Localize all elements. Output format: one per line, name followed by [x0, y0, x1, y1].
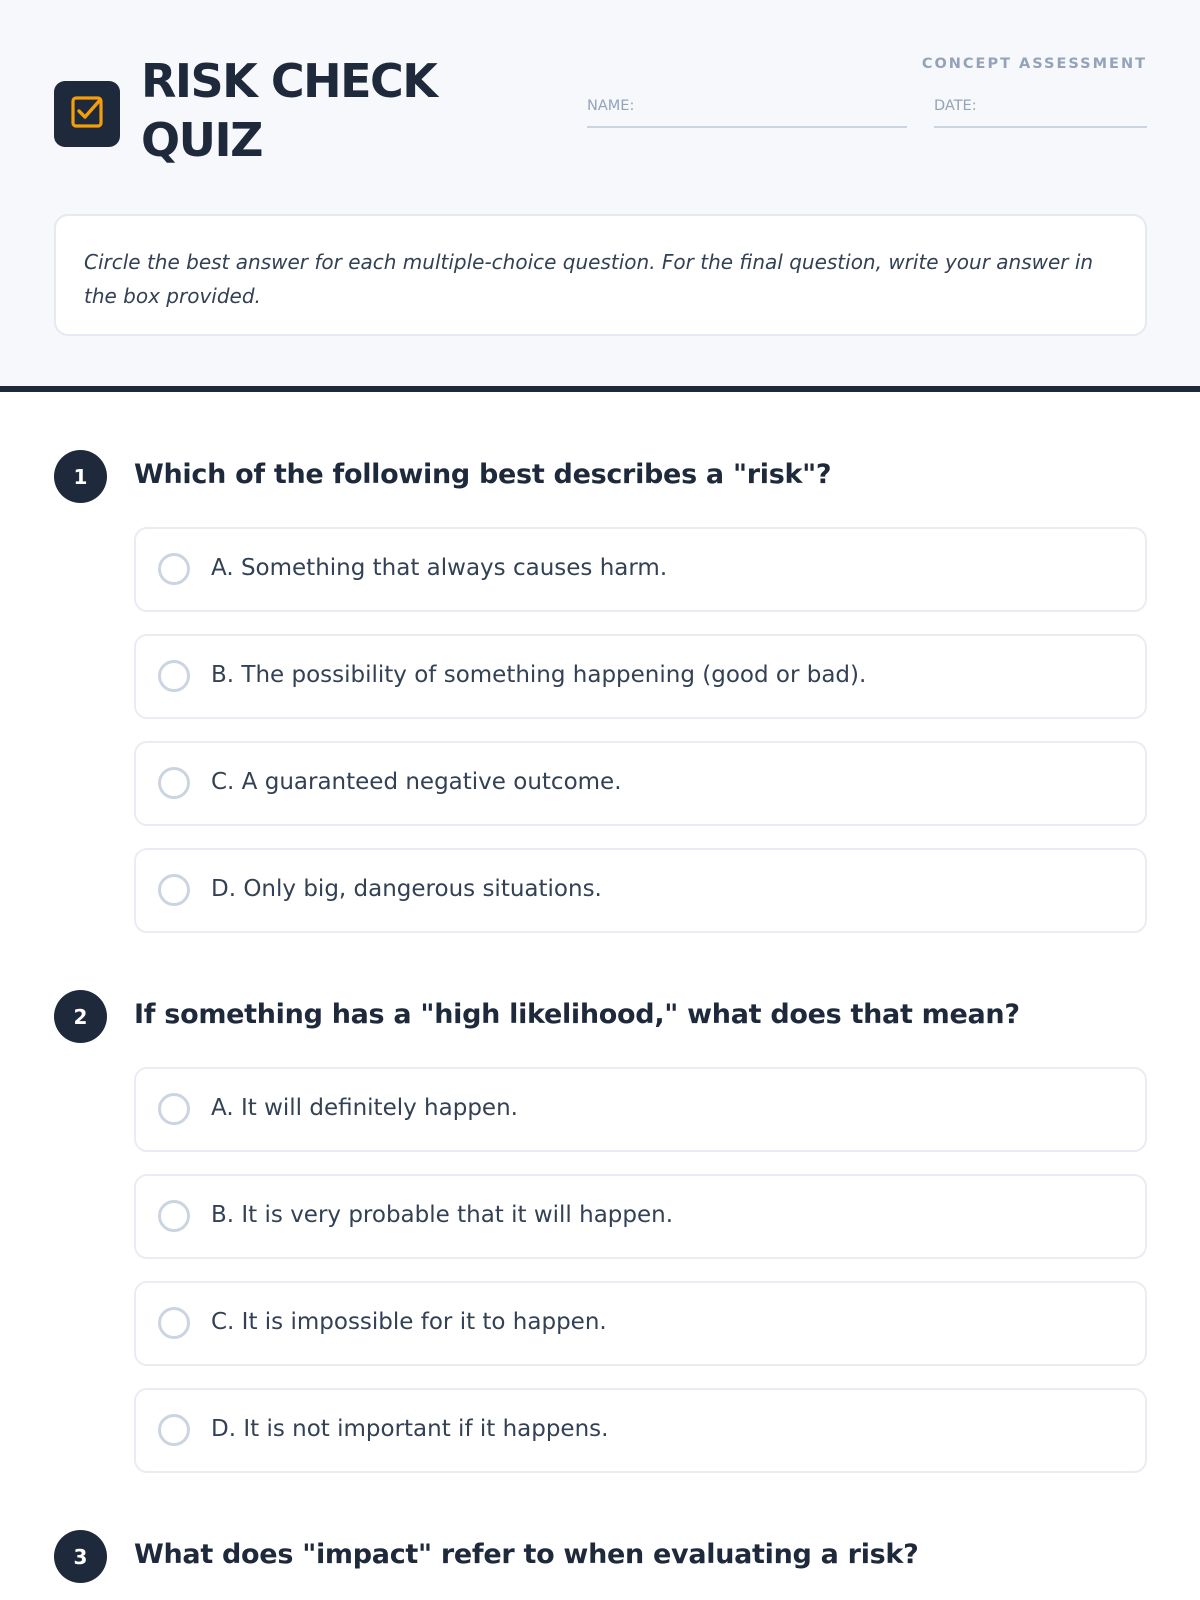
logo: [54, 81, 120, 147]
question-text: Which of the following best describes a "risk"?: [134, 459, 832, 490]
checkbox-icon: [69, 94, 105, 134]
page-title: RISK CHECK QUIZ: [141, 54, 437, 167]
radio-circle-icon[interactable]: [158, 1414, 190, 1446]
answer-option-c[interactable]: [134, 741, 1147, 826]
answer-option-a[interactable]: [134, 527, 1147, 612]
question-1: [54, 450, 1147, 902]
question-number-badge: 3: [54, 1530, 107, 1583]
date-field[interactable]: [934, 98, 1147, 128]
answer-option-label: C. A guaranteed negative outcome.: [211, 769, 622, 795]
radio-circle-icon[interactable]: [158, 1093, 190, 1125]
assessment-type-label: CONCEPT ASSESSMENT: [921, 56, 1147, 72]
answer-option-label: A. Something that always causes harm.: [211, 555, 668, 581]
answer-option-c[interactable]: [134, 1281, 1147, 1366]
answer-option-a[interactable]: [134, 1067, 1147, 1152]
answer-option-b[interactable]: [134, 634, 1147, 719]
question-2: [54, 990, 1147, 1442]
answer-option-label: C. It is impossible for it to happen.: [211, 1309, 607, 1335]
name-field[interactable]: [587, 98, 907, 128]
radio-circle-icon[interactable]: [158, 767, 190, 799]
quiz-header: [0, 0, 1200, 392]
answer-option-d[interactable]: [134, 1388, 1147, 1473]
answer-option-d[interactable]: [134, 848, 1147, 933]
radio-circle-icon[interactable]: [158, 1307, 190, 1339]
radio-circle-icon[interactable]: [158, 874, 190, 906]
radio-circle-icon[interactable]: [158, 553, 190, 585]
answer-option-b[interactable]: [134, 1174, 1147, 1259]
answer-option-label: B. The possibility of something happening (good or bad).: [211, 662, 867, 688]
question-number-badge: 1: [54, 450, 107, 503]
date-field-label: DATE:: [934, 98, 977, 114]
answer-option-label: D. Only big, dangerous situations.: [211, 876, 602, 902]
answer-option-label: A. It will definitely happen.: [211, 1095, 518, 1121]
question-3: [54, 1530, 1147, 1584]
question-text: If something has a "high likelihood," what does that mean?: [134, 999, 1020, 1030]
answer-option-label: B. It is very probable that it will happen.: [211, 1202, 674, 1228]
radio-circle-icon[interactable]: [158, 1200, 190, 1232]
question-number-badge: 2: [54, 990, 107, 1043]
instructions-box: Circle the best answer for each multiple-choice question. For the final question, write your answer in the box provided.: [54, 214, 1147, 336]
answer-option-label: D. It is not important if it happens.: [211, 1416, 609, 1442]
radio-circle-icon[interactable]: [158, 660, 190, 692]
question-text: What does "impact" refer to when evaluating a risk?: [134, 1539, 919, 1570]
name-field-label: NAME:: [587, 98, 635, 114]
